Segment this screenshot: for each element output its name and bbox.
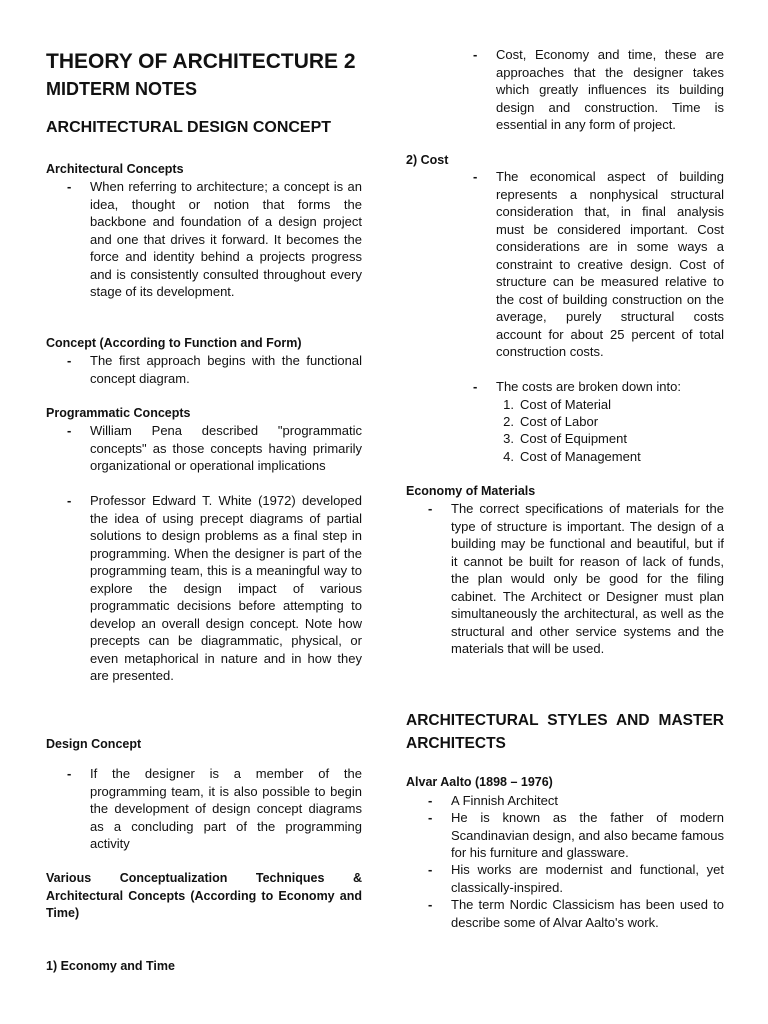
dash-bullet-icon: - xyxy=(67,766,72,781)
architectural-styles-heading: ARCHITECTURAL STYLES AND MASTER ARCHITECTS xyxy=(406,712,724,752)
bullet-text: The correct specifications of materials for the type of structure is important. The design of a building may be functional and beautiful, but if it cannot be built for reason of lack of funds, the plan would only be good for the filing cabinet. The Architect or Designer must plan simultaneously the architectural, as well as the structural and other service systems and the materials that will be used. xyxy=(451,501,724,656)
numbered-item xyxy=(492,430,627,447)
bullet-text: Professor Edward T. White (1972) developed the idea of using precept diagrams of partial solutions to design problems as a final step in programming. When the designer is part of the programming team, this is a meaningful way to explore the design impact of various programmatic decisions before attempting to develop an overall design concept. Note how precepts can be diagrammatic, physical, or even metaphorical in nature and in how they are presented. xyxy=(90,493,362,683)
bullet-item xyxy=(473,46,724,134)
item-number: 2. xyxy=(503,414,514,429)
bullet-item xyxy=(473,168,724,361)
bullet-item xyxy=(67,492,362,685)
programmatic-concepts-heading: Programmatic Concepts xyxy=(46,406,191,420)
conceptualization-techniques-heading: Various Conceptualization Techniques & Architectural Concepts (According to Economy and Time) xyxy=(46,871,362,920)
dash-bullet-icon: - xyxy=(67,353,72,368)
design-concept-heading: Design Concept xyxy=(46,737,142,751)
bullet-item xyxy=(428,500,724,658)
bullet-text: The costs are broken down into: xyxy=(496,379,681,394)
concept-function-form-heading: Concept (According to Function and Form) xyxy=(46,336,302,350)
architectural-concepts-heading: Architectural Concepts xyxy=(46,162,184,176)
bullet-item xyxy=(428,861,724,896)
numbered-item xyxy=(492,413,598,430)
bullet-text: William Pena described "programmatic concepts" as those concepts having primarily organizational or operational implications xyxy=(90,423,362,473)
bullet-text: He is known as the father of modern Scandinavian design, and also became famous for his furniture and glassware. xyxy=(451,810,724,860)
bullet-item xyxy=(67,178,362,301)
bullet-item xyxy=(473,378,724,396)
document-title: THEORY OF ARCHITECTURE 2 xyxy=(46,50,356,73)
bullet-item xyxy=(67,765,362,853)
bullet-item xyxy=(67,422,362,475)
numbered-item xyxy=(492,448,641,465)
bullet-text: Cost, Economy and time, these are approaches that the designer takes which greatly influences its building design and construction. Time is essential in any form of project. xyxy=(496,47,724,132)
dash-bullet-icon: - xyxy=(428,793,433,808)
item-text: Cost of Management xyxy=(520,449,641,464)
dash-bullet-icon: - xyxy=(428,501,433,516)
bullet-item xyxy=(428,792,724,810)
bullet-text: If the designer is a member of the programming team, it is also possible to begin the development of design concept diagrams as a concluding part of the programming activity xyxy=(90,766,362,851)
dash-bullet-icon: - xyxy=(473,379,478,394)
item-number: 4. xyxy=(503,449,514,464)
dash-bullet-icon: - xyxy=(67,493,72,508)
numbered-item xyxy=(492,396,611,413)
item-text: Cost of Material xyxy=(520,397,612,412)
economy-of-materials-heading: Economy of Materials xyxy=(406,484,536,498)
document-subtitle: MIDTERM NOTES xyxy=(46,79,197,99)
dash-bullet-icon: - xyxy=(428,810,433,825)
item-number: 3. xyxy=(503,431,514,446)
dash-bullet-icon: - xyxy=(473,169,478,184)
item-text: Cost of Equipment xyxy=(520,431,627,446)
dash-bullet-icon: - xyxy=(428,897,433,912)
bullet-text: The economical aspect of building represents a nonphysical structural consideration that, in final analysis must be considered important. Cost considerations are in some ways a constraint to creative design. Cost of structure can be measured relative to the cost of building construction on the average, purely structural costs account for about 25 percent of total construction costs. xyxy=(496,169,724,359)
bullet-item xyxy=(67,352,362,387)
bullet-text: When referring to architecture; a concept is an idea, thought or notion that forms the backbone and foundation of a design project and one that drives it forward. It becomes the force and identity behind a projects progress and is consistently consulted throughout every stage of its development. xyxy=(90,179,362,299)
cost-heading: 2) Cost xyxy=(406,153,449,167)
item-text: Cost of Labor xyxy=(520,414,599,429)
alvar-aalto-heading: Alvar Aalto (1898 – 1976) xyxy=(406,775,553,789)
item-number: 1. xyxy=(503,397,514,412)
bullet-text: The first approach begins with the functional concept diagram. xyxy=(90,353,362,386)
bullet-item xyxy=(428,809,724,862)
dash-bullet-icon: - xyxy=(428,862,433,877)
economy-and-time-heading: 1) Economy and Time xyxy=(46,959,175,973)
bullet-text: His works are modernist and functional, yet classically-inspired. xyxy=(451,862,724,895)
dash-bullet-icon: - xyxy=(67,423,72,438)
dash-bullet-icon: - xyxy=(473,47,478,62)
bullet-text: A Finnish Architect xyxy=(451,793,558,808)
section-title: ARCHITECTURAL DESIGN CONCEPT xyxy=(46,119,332,136)
bullet-text: The term Nordic Classicism has been used to describe some of Alvar Aalto's work. xyxy=(451,897,724,930)
bullet-item xyxy=(428,896,724,931)
dash-bullet-icon: - xyxy=(67,179,72,194)
